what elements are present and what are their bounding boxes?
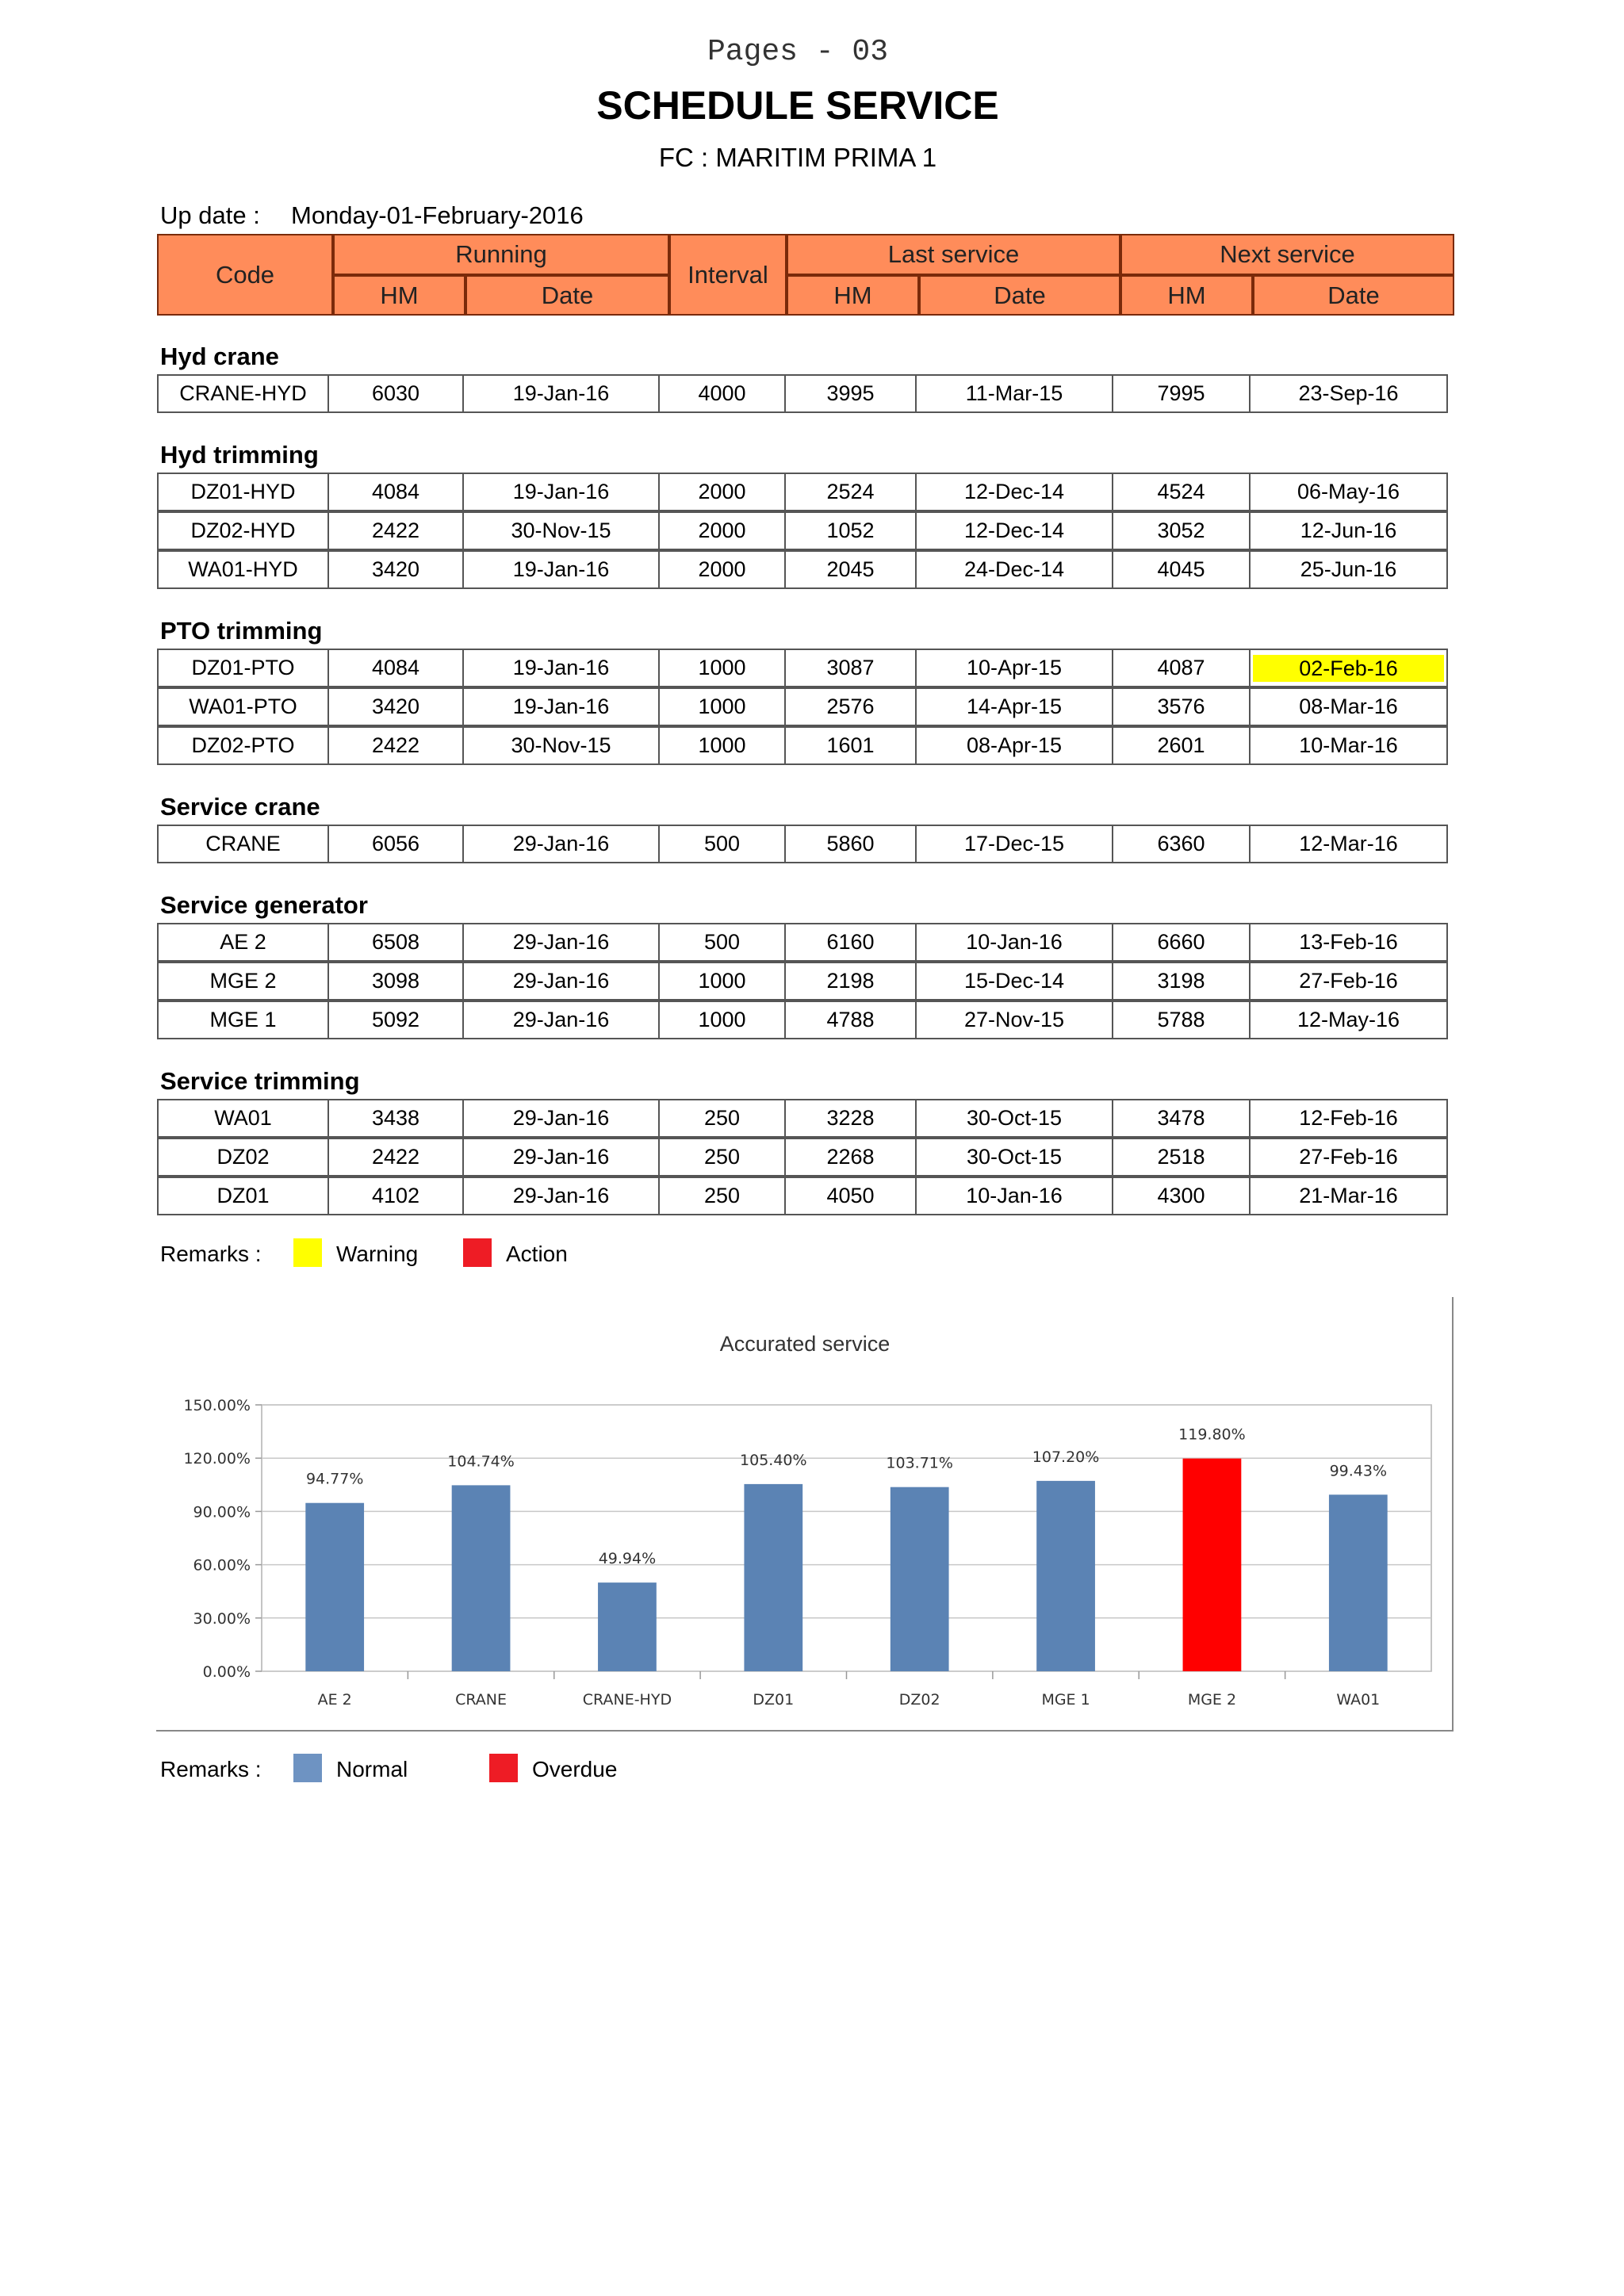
update-date: Monday-01-February-2016 — [291, 201, 584, 229]
cell-last-hm: 2524 — [784, 473, 917, 511]
cell-next-date: 12-Feb-16 — [1249, 1099, 1448, 1138]
cell-running-date: 29-Jan-16 — [462, 923, 660, 962]
cell-interval: 1000 — [658, 687, 786, 726]
x-tick-label: AE 2 — [317, 1691, 352, 1709]
x-tick-label: MGE 1 — [1041, 1691, 1090, 1709]
cell-last-date: 30-Oct-15 — [915, 1099, 1113, 1138]
cell-interval: 500 — [658, 923, 786, 962]
header-next-service: Next service — [1120, 234, 1454, 275]
cell-last-date: 15-Dec-14 — [915, 962, 1113, 1001]
cell-running-hm: 3098 — [327, 962, 464, 1001]
cell-last-hm: 2268 — [784, 1138, 917, 1177]
x-tick-label: CRANE — [455, 1691, 508, 1709]
chart-title: Accurated service — [719, 1332, 891, 1356]
cell-running-date: 19-Jan-16 — [462, 550, 660, 589]
cell-running-hm: 3438 — [327, 1099, 464, 1138]
header-running: Running — [333, 234, 669, 275]
page-title: SCHEDULE SERVICE — [596, 83, 999, 128]
cell-next-hm: 2518 — [1112, 1138, 1251, 1177]
cell-running-date: 29-Jan-16 — [462, 1138, 660, 1177]
cell-code: CRANE-HYD — [157, 374, 329, 413]
cell-running-date: 30-Nov-15 — [462, 726, 660, 765]
header-next-hm: HM — [1120, 275, 1253, 316]
page-number: Pages - 03 — [707, 35, 889, 69]
cell-code: CRANE — [157, 825, 329, 863]
bar — [1183, 1459, 1242, 1671]
cell-running-hm: 3420 — [327, 550, 464, 589]
cell-running-hm: 6508 — [327, 923, 464, 962]
bar — [744, 1484, 802, 1671]
cell-next-hm: 2601 — [1112, 726, 1251, 765]
cell-interval: 2000 — [658, 550, 786, 589]
cell-next-hm: 7995 — [1112, 374, 1251, 413]
data-label: 105.40% — [740, 1451, 807, 1469]
cell-last-date: 08-Apr-15 — [915, 726, 1113, 765]
header-next-date: Date — [1253, 275, 1454, 316]
cell-last-hm: 6160 — [784, 923, 917, 962]
cell-next-hm: 5788 — [1112, 1001, 1251, 1039]
header-last-service: Last service — [787, 234, 1120, 275]
cell-code: DZ02 — [157, 1138, 329, 1177]
action-legend-label: Action — [506, 1242, 568, 1266]
data-label: 49.94% — [598, 1550, 657, 1568]
cell-next-hm: 3052 — [1112, 511, 1251, 550]
section-title: Service generator — [160, 891, 368, 919]
bar — [305, 1503, 364, 1671]
y-tick-label: 0.00% — [202, 1663, 251, 1681]
data-label: 99.43% — [1329, 1462, 1388, 1480]
cell-running-date: 29-Jan-16 — [462, 825, 660, 863]
cell-last-hm: 2198 — [784, 962, 917, 1001]
cell-interval: 1000 — [658, 649, 786, 687]
cell-code: DZ01-HYD — [157, 473, 329, 511]
cell-code: DZ02-HYD — [157, 511, 329, 550]
cell-last-hm: 3087 — [784, 649, 917, 687]
y-tick-label: 120.00% — [183, 1450, 251, 1468]
cell-last-date: 24-Dec-14 — [915, 550, 1113, 589]
cell-last-date: 12-Dec-14 — [915, 473, 1113, 511]
y-tick-label: 150.00% — [183, 1397, 251, 1414]
cell-next-date: 21-Mar-16 — [1249, 1177, 1448, 1215]
data-label: 107.20% — [1032, 1448, 1100, 1466]
cell-code: WA01-HYD — [157, 550, 329, 589]
section-title: Service crane — [160, 793, 320, 821]
cell-last-hm: 1052 — [784, 511, 917, 550]
cell-code: WA01 — [157, 1099, 329, 1138]
cell-next-hm: 4524 — [1112, 473, 1251, 511]
cell-next-date: 27-Feb-16 — [1249, 962, 1448, 1001]
cell-last-hm: 3995 — [784, 374, 917, 413]
cell-next-date: 08-Mar-16 — [1249, 687, 1448, 726]
cell-interval: 250 — [658, 1177, 786, 1215]
header-last-date: Date — [919, 275, 1120, 316]
cell-last-hm: 1601 — [784, 726, 917, 765]
page-subtitle: FC : MARITIM PRIMA 1 — [658, 143, 937, 172]
y-tick-label: 30.00% — [193, 1609, 251, 1628]
data-label: 103.71% — [886, 1454, 953, 1472]
section-title: Service trimming — [160, 1067, 360, 1095]
overdue-legend-label: Overdue — [532, 1757, 618, 1781]
section-title: PTO trimming — [160, 617, 323, 645]
warning-highlight: 02-Feb-16 — [1253, 655, 1444, 682]
cell-interval: 2000 — [658, 473, 786, 511]
bar — [1036, 1481, 1095, 1671]
cell-last-hm: 5860 — [784, 825, 917, 863]
overdue-swatch — [489, 1754, 518, 1782]
cell-interval: 1000 — [658, 1001, 786, 1039]
cell-running-hm: 6030 — [327, 374, 464, 413]
cell-running-date: 19-Jan-16 — [462, 473, 660, 511]
cell-code: MGE 2 — [157, 962, 329, 1001]
normal-swatch — [293, 1754, 322, 1782]
x-tick-label: WA01 — [1336, 1691, 1381, 1709]
cell-running-hm: 2422 — [327, 511, 464, 550]
cell-running-date: 19-Jan-16 — [462, 687, 660, 726]
cell-last-date: 30-Oct-15 — [915, 1138, 1113, 1177]
cell-next-date: 12-Mar-16 — [1249, 825, 1448, 863]
normal-legend-label: Normal — [336, 1757, 408, 1781]
cell-running-hm: 4084 — [327, 649, 464, 687]
x-tick-label: DZ01 — [753, 1691, 795, 1709]
cell-next-hm: 4087 — [1112, 649, 1251, 687]
x-tick-label: MGE 2 — [1187, 1691, 1237, 1709]
cell-code: AE 2 — [157, 923, 329, 962]
cell-running-date: 19-Jan-16 — [462, 649, 660, 687]
cell-running-hm: 4102 — [327, 1177, 464, 1215]
cell-last-hm: 2576 — [784, 687, 917, 726]
cell-last-hm: 4788 — [784, 1001, 917, 1039]
cell-running-date: 29-Jan-16 — [462, 1001, 660, 1039]
bar — [891, 1487, 949, 1671]
cell-last-date: 27-Nov-15 — [915, 1001, 1113, 1039]
cell-last-date: 10-Jan-16 — [915, 1177, 1113, 1215]
cell-interval: 4000 — [658, 374, 786, 413]
cell-next-hm: 3198 — [1112, 962, 1251, 1001]
cell-running-hm: 3420 — [327, 687, 464, 726]
cell-last-hm: 2045 — [784, 550, 917, 589]
update-label: Up date : — [160, 201, 260, 229]
cell-last-date: 14-Apr-15 — [915, 687, 1113, 726]
x-tick-label: DZ02 — [898, 1691, 940, 1709]
x-tick-label: CRANE-HYD — [582, 1691, 672, 1709]
y-tick-label: 60.00% — [193, 1556, 251, 1575]
cell-running-date: 29-Jan-16 — [462, 962, 660, 1001]
cell-next-date: 10-Mar-16 — [1249, 726, 1448, 765]
cell-running-hm: 4084 — [327, 473, 464, 511]
cell-next-hm: 3478 — [1112, 1099, 1251, 1138]
cell-next-date: 25-Jun-16 — [1249, 550, 1448, 589]
bar — [598, 1582, 657, 1671]
cell-next-date: 12-Jun-16 — [1249, 511, 1448, 550]
cell-last-date: 10-Jan-16 — [915, 923, 1113, 962]
cell-code: WA01-PTO — [157, 687, 329, 726]
header-interval: Interval — [669, 234, 787, 316]
cell-next-hm: 4300 — [1112, 1177, 1251, 1215]
cell-last-date: 12-Dec-14 — [915, 511, 1113, 550]
header-running-date: Date — [465, 275, 669, 316]
cell-last-date: 10-Apr-15 — [915, 649, 1113, 687]
cell-running-date: 30-Nov-15 — [462, 511, 660, 550]
data-label: 104.74% — [447, 1452, 515, 1471]
cell-next-hm: 6660 — [1112, 923, 1251, 962]
cell-interval: 1000 — [658, 726, 786, 765]
cell-interval: 1000 — [658, 962, 786, 1001]
cell-last-date: 17-Dec-15 — [915, 825, 1113, 863]
cell-running-hm: 6056 — [327, 825, 464, 863]
cell-next-date: 12-May-16 — [1249, 1001, 1448, 1039]
chart-remarks-label: Remarks : — [160, 1757, 262, 1781]
section-title: Hyd crane — [160, 342, 279, 370]
cell-code: MGE 1 — [157, 1001, 329, 1039]
remarks-label: Remarks : — [160, 1242, 262, 1266]
cell-code: DZ01-PTO — [157, 649, 329, 687]
cell-last-date: 11-Mar-15 — [915, 374, 1113, 413]
warning-legend-label: Warning — [336, 1242, 419, 1266]
cell-running-date: 29-Jan-16 — [462, 1177, 660, 1215]
cell-interval: 250 — [658, 1138, 786, 1177]
header-last-hm: HM — [787, 275, 919, 316]
cell-next-date: 27-Feb-16 — [1249, 1138, 1448, 1177]
data-label: 94.77% — [305, 1470, 364, 1488]
cell-running-hm: 2422 — [327, 726, 464, 765]
header-code: Code — [157, 234, 333, 316]
cell-running-hm: 2422 — [327, 1138, 464, 1177]
cell-next-date: 13-Feb-16 — [1249, 923, 1448, 962]
cell-interval: 250 — [658, 1099, 786, 1138]
y-tick-label: 90.00% — [193, 1503, 251, 1521]
header-running-hm: HM — [333, 275, 465, 316]
plot-area — [262, 1405, 1431, 1671]
cell-running-hm: 5092 — [327, 1001, 464, 1039]
cell-interval: 500 — [658, 825, 786, 863]
cell-last-hm: 4050 — [784, 1177, 917, 1215]
cell-code: DZ02-PTO — [157, 726, 329, 765]
bar — [1329, 1494, 1388, 1671]
cell-next-hm: 3576 — [1112, 687, 1251, 726]
cell-interval: 2000 — [658, 511, 786, 550]
section-title: Hyd trimming — [160, 441, 319, 469]
cell-running-date: 29-Jan-16 — [462, 1099, 660, 1138]
bar — [452, 1485, 511, 1671]
cell-next-date: 06-May-16 — [1249, 473, 1448, 511]
cell-next-hm: 4045 — [1112, 550, 1251, 589]
cell-next-hm: 6360 — [1112, 825, 1251, 863]
cell-last-hm: 3228 — [784, 1099, 917, 1138]
cell-code: DZ01 — [157, 1177, 329, 1215]
cell-running-date: 19-Jan-16 — [462, 374, 660, 413]
cell-next-date: 23-Sep-16 — [1249, 374, 1448, 413]
data-label: 119.80% — [1178, 1425, 1246, 1444]
